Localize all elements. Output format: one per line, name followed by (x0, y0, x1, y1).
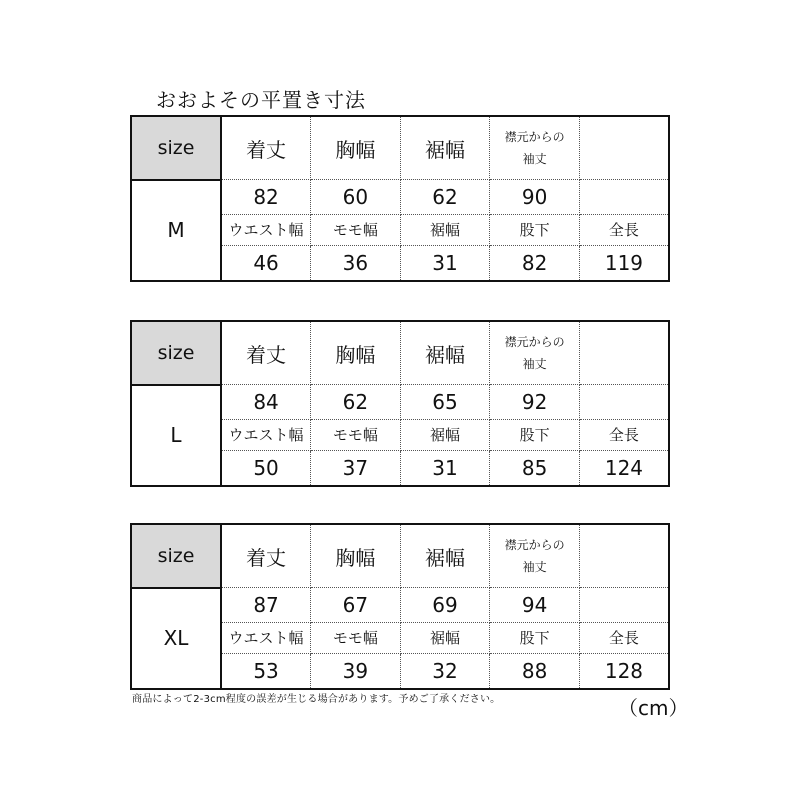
header-row (131, 116, 669, 180)
header-hem: 裾幅 (400, 321, 490, 385)
value-row-top (131, 385, 669, 420)
header-length: 着丈 (221, 116, 311, 180)
unit-label: （cm） (618, 696, 689, 720)
value-waist: 53 (221, 653, 311, 689)
header-sleeve: 襟元からの 袖丈 (490, 524, 580, 588)
value-chest: 60 (311, 180, 401, 215)
value-chest: 62 (311, 385, 401, 420)
header-length: 着丈 (221, 524, 311, 588)
value-waist: 46 (221, 245, 311, 281)
size-table-m (130, 115, 670, 282)
size-value: XL (131, 588, 221, 689)
value-length: 84 (221, 385, 311, 420)
header-inseam: 股下 (490, 420, 580, 451)
empty-cell (579, 180, 669, 215)
disclaimer-note: 商品によって2-3cm程度の誤差が生じる場合があります。予めご了承ください。 (132, 694, 501, 705)
value-row-top (131, 180, 669, 215)
size-table-l (130, 320, 670, 487)
value-inseam: 85 (490, 450, 580, 486)
size-header: size (131, 116, 221, 180)
header-length: 着丈 (221, 321, 311, 385)
header-hem-bottom: 裾幅 (400, 420, 490, 451)
value-length: 82 (221, 180, 311, 215)
size-header: size (131, 321, 221, 385)
value-sleeve: 92 (490, 385, 580, 420)
header-hem-bottom: 裾幅 (400, 215, 490, 246)
header-inseam: 股下 (490, 215, 580, 246)
value-hem-bottom: 31 (400, 450, 490, 486)
value-sleeve: 90 (490, 180, 580, 215)
value-hem-bottom: 31 (400, 245, 490, 281)
header-chest: 胸幅 (311, 116, 401, 180)
value-inseam: 88 (490, 653, 580, 689)
value-total-length: 119 (604, 250, 644, 275)
value-hem: 65 (400, 385, 490, 420)
header-hem-bottom: 裾幅 (400, 623, 490, 654)
value-total-length: 124 (604, 455, 644, 480)
header-row (131, 321, 669, 385)
value-inseam: 82 (490, 245, 580, 281)
value-hem: 69 (400, 588, 490, 623)
value-sleeve: 94 (490, 588, 580, 623)
value-row-top (131, 588, 669, 623)
header-inseam: 股下 (490, 623, 580, 654)
header-total-length: 全長 (579, 623, 669, 654)
header-sleeve: 襟元からの 袖丈 (490, 321, 580, 385)
value-total-length: 128 (604, 658, 644, 683)
header-hem: 裾幅 (400, 524, 490, 588)
empty-cell (579, 385, 669, 420)
value-thigh: 39 (311, 653, 401, 689)
header-chest: 胸幅 (311, 321, 401, 385)
empty-cell (579, 321, 669, 385)
header-chest: 胸幅 (311, 524, 401, 588)
value-hem-bottom: 32 (400, 653, 490, 689)
page-title: おおよその平置き寸法 (156, 88, 366, 112)
size-header: size (131, 524, 221, 588)
value-chest: 67 (311, 588, 401, 623)
empty-cell (579, 116, 669, 180)
header-waist: ウエスト幅 (221, 215, 311, 246)
empty-cell (579, 588, 669, 623)
header-sleeve: 襟元からの 袖丈 (490, 116, 580, 180)
header-waist: ウエスト幅 (221, 420, 311, 451)
header-total-length: 全長 (579, 420, 669, 451)
header-row (131, 524, 669, 588)
value-thigh: 37 (311, 450, 401, 486)
header-thigh: モモ幅 (311, 215, 401, 246)
header-thigh: モモ幅 (311, 623, 401, 654)
header-hem: 裾幅 (400, 116, 490, 180)
size-value: M (131, 180, 221, 281)
size-table-xl (130, 523, 670, 690)
header-total-length: 全長 (579, 215, 669, 246)
header-thigh: モモ幅 (311, 420, 401, 451)
empty-cell (579, 524, 669, 588)
value-waist: 50 (221, 450, 311, 486)
header-waist: ウエスト幅 (221, 623, 311, 654)
value-thigh: 36 (311, 245, 401, 281)
value-length: 87 (221, 588, 311, 623)
size-value: L (131, 385, 221, 486)
value-hem: 62 (400, 180, 490, 215)
